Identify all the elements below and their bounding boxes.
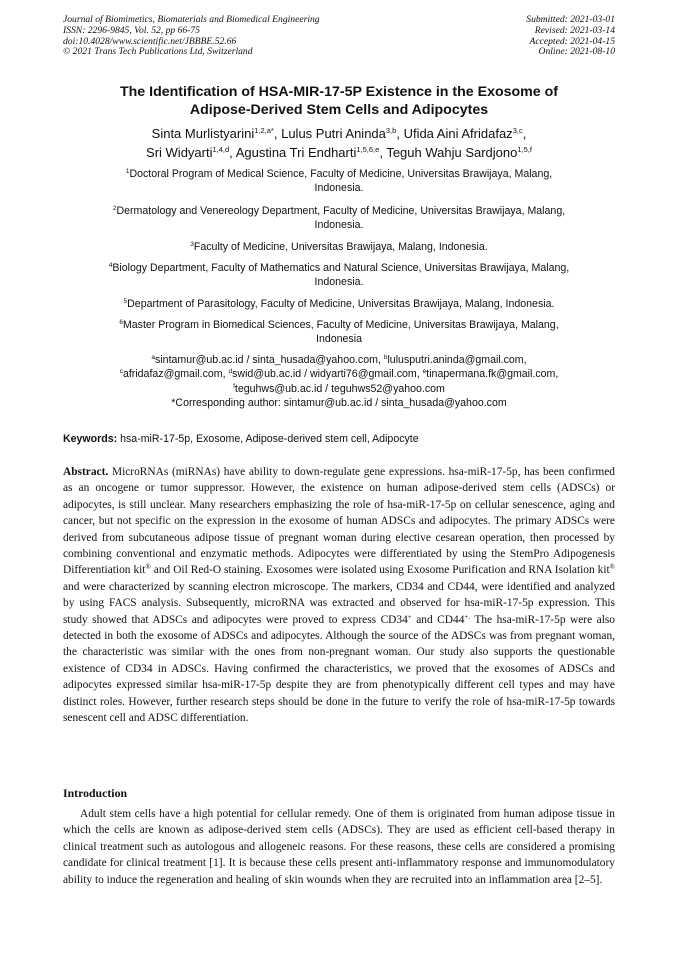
doi: doi:10.4028/www.scientific.net/JBBBE.52.66	[63, 35, 237, 47]
author-affil-sup: 1,5,6,e	[356, 144, 380, 154]
affiliation-1: $^1$Doctoral Program of Medical Science, Faculty of Medicine, Universitas Brawijaya, Malang, Indonesia.	[125, 168, 553, 195]
submitted-date: Submitted: 2021-03-01	[526, 14, 615, 25]
author-affil-sup: 3,b	[385, 126, 397, 135]
author-emails: $^a$sintamur@ub.ac.id / sinta_husada@yahoo.com, $^b$lulusputri.aninda@gmail.com, $^c$afridafaz@gmail.com, $^d$swid@ub.ac.id / widyarti76@gmail.com, $^e$tinapermana.fk@gmail.com, $^f$teguhws@ub.ac.id / teguhws52@yahoo.com *Corresponding author: sintamur@ub.ac.id / sinta_husada@yahoo.com	[58, 353, 620, 411]
author-name: Sinta Murlistyarini	[151, 126, 255, 141]
keywords-label: Keywords:	[63, 433, 118, 445]
title-line-1: The Identification of HSA-MIR-17-5P Existence in the Exosome of	[119, 84, 559, 100]
journal-info	[63, 15, 320, 58]
email-d: swid@ub.ac.id / widyarti76@gmail.com,	[232, 368, 423, 381]
keywords-text: hsa-miR-17-5p, Exosome, Adipose-derived stem cell, Adipocyte	[117, 433, 419, 445]
author-affil-sup: 3,c	[512, 126, 523, 135]
authors-line-1: Sinta Murlistyarini$^{1,2,a*}$, Lulus Putri Aninda$^{3,b}$, Ufida Aini Afridafaz$^{3,c}$,	[151, 126, 527, 141]
affiliation-2: $^2$Dermatology and Venereology Department, Faculty of Medicine, Universitas Brawijaya, Malang, Indonesia.	[112, 205, 566, 232]
author-name: Agustina Tri Endharti	[235, 144, 357, 160]
author-name: Ufida Aini Afridafaz	[403, 126, 513, 141]
paper-title	[40, 83, 638, 119]
online-date: Online: 2021-08-10	[538, 46, 615, 58]
author-name: Sri Widyarti	[146, 144, 213, 160]
corresponding-author: *Corresponding author: sintamur@ub.ac.id / sinta_husada@yahoo.com	[171, 397, 507, 410]
copyright: © 2021 Trans Tech Publications Ltd, Switzerland	[63, 46, 253, 58]
author-affil-sup: 1,2,a*	[254, 126, 274, 135]
abstract-label: Abstract.	[63, 466, 109, 478]
author-affil-sup: 1,4,d	[212, 144, 230, 154]
email-b: lulusputri.aninda@gmail.com,	[387, 354, 527, 366]
email-c: afridafaz@gmail.com,	[122, 368, 229, 381]
affiliation-4: $^4$Biology Department, Faculty of Mathematics and Natural Science, Universitas Brawijaya, Malang, Indonesia.	[108, 262, 570, 289]
author-list	[30, 125, 648, 162]
author-name: Teguh Wahju Sardjono	[386, 144, 518, 160]
email-f: teguhws@ub.ac.id / teguhws52@yahoo.com	[234, 382, 445, 395]
introduction-paragraph: Adult stem cells have a high potential for cellular remedy. One of them is originated from human adipose tissue in which the cells are known as adipose-derived stem cells (ADSCs). They are used as efficient cell-based therapy in clinical treatment such as autologous and allogeneic reasons. For these reasons, these cells are considered a promising candidate for clinical treatment [1]. It is because these cells present anti-inflammatory response and immunomodulatory ability to induce the regeneration and healing of skin wounds when they are recruited into an inflammation area [2–5].	[63, 808, 615, 886]
affiliation-6: $^6$Master Program in Biomedical Sciences, Faculty of Medicine, Universitas Brawijaya, Malang, Indonesia	[119, 319, 559, 346]
publication-dates	[526, 15, 615, 58]
issn: ISSN: 2296-9845, Vol. 52, pp 66-75	[63, 24, 200, 36]
keywords	[63, 432, 618, 446]
affiliation-5: $^5$Department of Parasitology, Faculty of Medicine, Universitas Brawijaya, Malang, Indonesia.	[123, 298, 555, 310]
authors-line-2: Sri Widyarti$^{1,4,d}$, Agustina Tri Endharti$^{1,5,6,e}$, Teguh Wahju Sardjono$^{1,5,f}$	[146, 144, 532, 160]
email-a: sintamur@ub.ac.id / sinta_husada@yahoo.com,	[155, 354, 384, 366]
accepted-date: Accepted: 2021-04-15	[529, 35, 615, 47]
journal-name: Journal of Biomimetics, Biomaterials and Biomedical Engineering	[63, 14, 320, 25]
revised-date: Revised: 2021-03-14	[534, 24, 615, 36]
email-e: tinapermana.fk@gmail.com,	[426, 368, 559, 381]
affiliation-3: $^3$Faculty of Medicine, Universitas Brawijaya, Malang, Indonesia.	[190, 241, 488, 253]
introduction-heading: Introduction	[63, 786, 128, 800]
title-line-2: Adipose-Derived Stem Cells and Adipocytes	[189, 102, 489, 118]
author-affil-sup: 1,5,f	[517, 144, 532, 154]
abstract: Abstract. MicroRNAs (miRNAs) have ability to down-regulate gene expressions. hsa-miR-17-5p, has been confirmed as an oncogene or tumor suppressor. However, the existence on human adipose-derived stem cells (ADSCs) or adipocytes, is still unclear. Many researchers emphasizing the role of hsa-miR-17-5p on cellular senescence, aging and cancer, but not specific on the expression in the exosome of human ADSCs and adipocytes. The primary ADSCs were derived from subcutaneous adipose tissue of pregnant woman during elective cesarean operation, then processed by combining conventional and enzymatic methods. Adipocytes were differentiated by using the StemPro Adipogenesis Differentiation kit® and Oil Red-O staining. Exosomes were isolated using Exosome Purification and RNA Isolation kit® and were characterized by scanning electron microscope. The markers, CD34 and CD44, were identified and analyzed by using FACS analysis. Subsequently, microRNA was extracted and observed for hsa-miR-17-5p expression. This study showed that ADSCs and adipocytes were proved to express CD34+ and CD44+. The hsa-miR-17-5p were also detected in both the exosome of ADSCs and adipocytes. Although the source of the ADSCs was from pregnant woman, the characteristic was similar with the ones from non-pregnant woman. Our study also supports the questionable existence of CD34 in ADSCs. Having confirmed the characteristics, we proved that the exosomes of ADSCs and adipocytes expressed similar hsa-miR-17-5p despite they are from phenotypically different cell types and may have distinct roles. However, further research steps should be done in the future to verify the role of hsa-miR-17-5p towards senescent cell and ADSC differentiation.	[63, 466, 615, 725]
author-name: Lulus Putri Aninda	[281, 126, 386, 141]
